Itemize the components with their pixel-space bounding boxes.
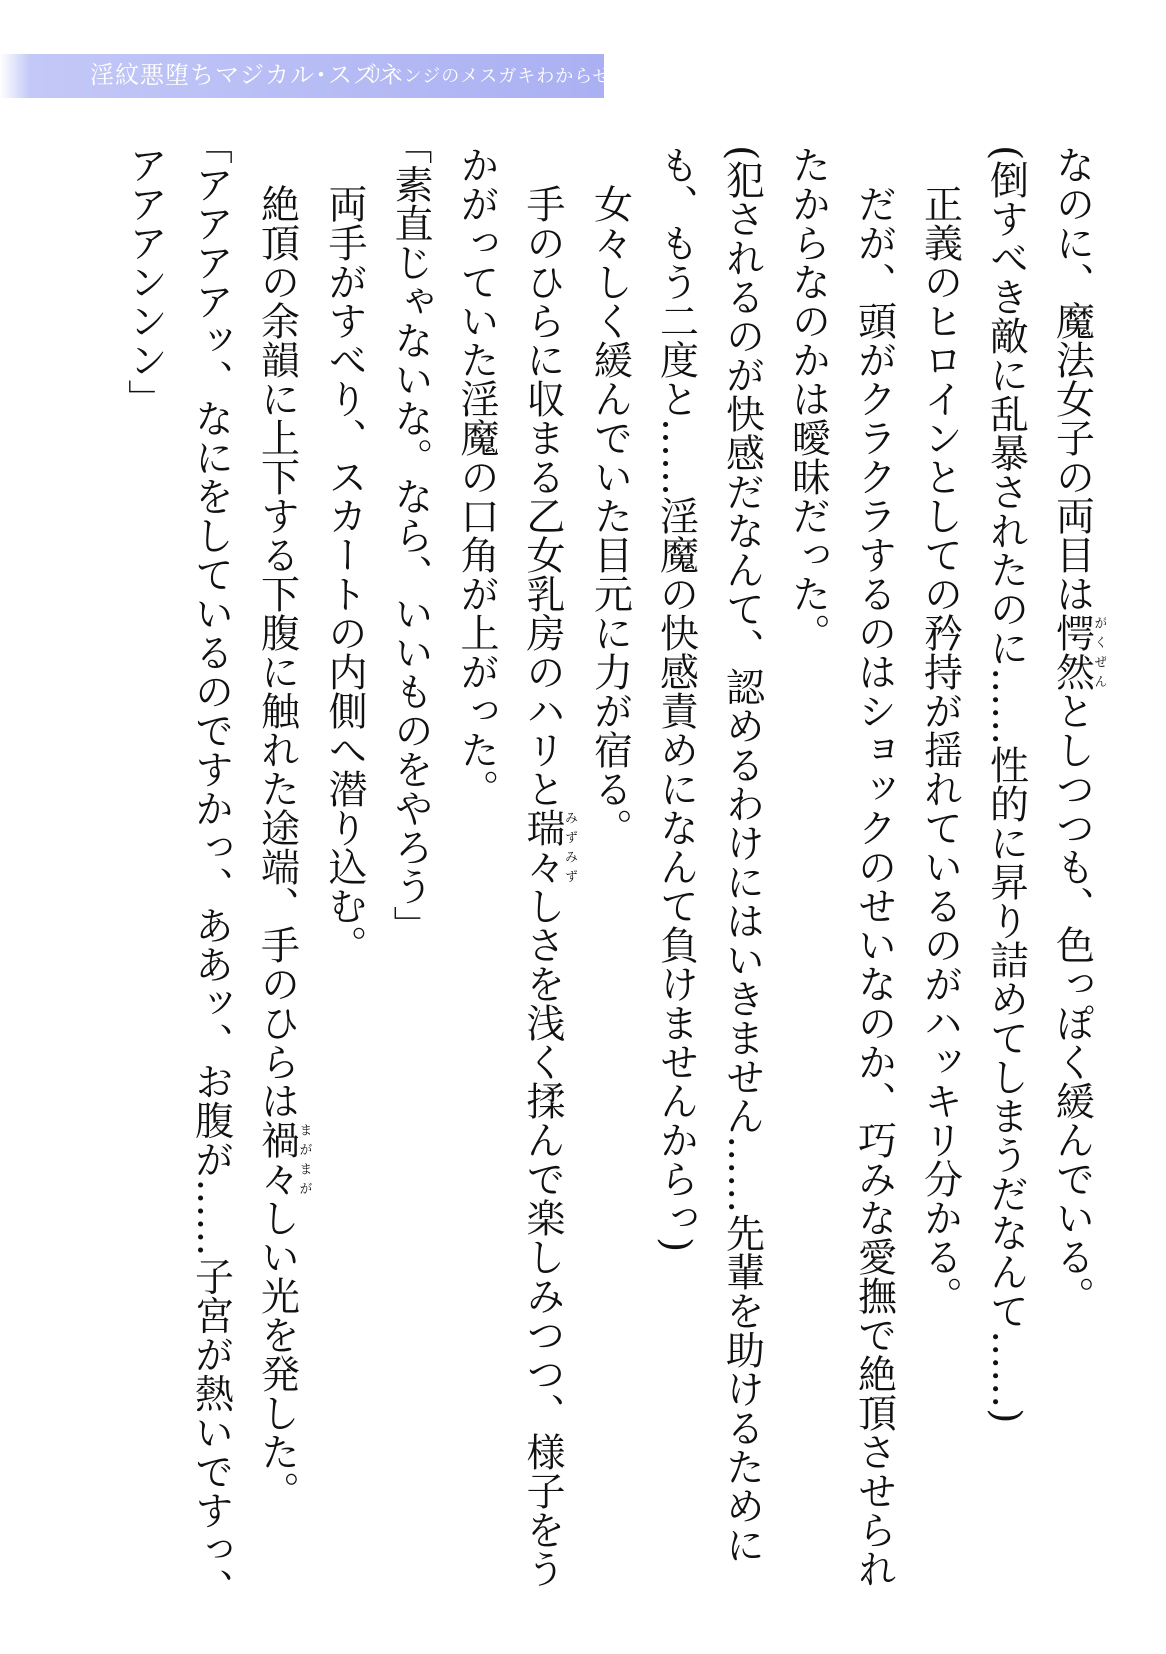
text-run: しさを浅く揉んで楽しみつつ、様子をうかがっていた淫魔の口角が上がった。 [454, 145, 565, 1588]
paragraph [973, 145, 1039, 1615]
ruby-reading: がくぜん [1091, 613, 1106, 691]
running-header [0, 54, 612, 98]
text-run: (犯されるのが快感だなんて、認めるわけにはいきません……先輩を助けるためにも、もう二度と……淫魔の快感責めになんて負けませんからっ) [653, 145, 765, 1565]
paragraph [443, 145, 577, 1615]
ruby-reading: みずみず [562, 808, 577, 886]
text-run: だが、頭がクラクラするのはショックのせいなのか、巧みな愛撫で絶頂させられたからなのかは曖昧だった。 [785, 145, 897, 1588]
book-title: 淫紋悪堕ちマジカル･スズネ [90, 61, 403, 89]
text-run: 両手がすべり、スカートの内側へ潜り込む。 [322, 184, 367, 964]
paragraph [311, 145, 377, 1615]
paragraph [775, 145, 907, 1615]
text-run: なのに、魔法女子の両目は [1049, 145, 1095, 613]
ruby-base: 愕然 [1049, 613, 1095, 691]
text-run: 絶頂の余韻に上下する下腹に触れた途端、手のひらは [254, 184, 300, 1120]
furigana-word [254, 1120, 312, 1198]
text-run: ｢素直じゃないな。なら、いいものをやろう｣ [388, 145, 433, 925]
paragraph [244, 145, 312, 1615]
paragraph [377, 145, 443, 1615]
vertical-body-text [96, 145, 1106, 1615]
paragraph [907, 145, 973, 1615]
paragraph [1039, 145, 1107, 1615]
text-run: しい光を発した。 [254, 1198, 300, 1510]
furigana-word [1049, 613, 1106, 691]
ruby-base: 瑞々 [520, 808, 565, 886]
ruby-reading: まがまが [296, 1120, 312, 1198]
book-subtitle: リベンジのメスガキわからせ [366, 66, 612, 87]
paragraph [643, 145, 775, 1615]
text-run: 正義のヒロインとしての矜持が揺れているのがハッキリ分かる。 [917, 184, 963, 1315]
paragraph [112, 145, 244, 1615]
text-run: 手のひらに収まる乙女乳房のハリと [520, 184, 565, 808]
text-run: としつつも、色っぽく緩んでいる。 [1049, 691, 1095, 1315]
ruby-base: 禍々 [254, 1120, 300, 1198]
text-run: ｢アアアアッ、なにをしているのですかっ、ああッ、お腹が……子宮が熱いですっ、アアアンンン｣ [122, 145, 234, 1608]
text-run: 女々しく緩んでいた目元に力が宿る。 [587, 184, 633, 847]
text-run: (倒すべき敵に乱暴されたのに……性的に昇り詰めてしまうだなんて……) [983, 145, 1029, 1424]
paragraph [577, 145, 643, 1615]
furigana-word [520, 808, 577, 886]
